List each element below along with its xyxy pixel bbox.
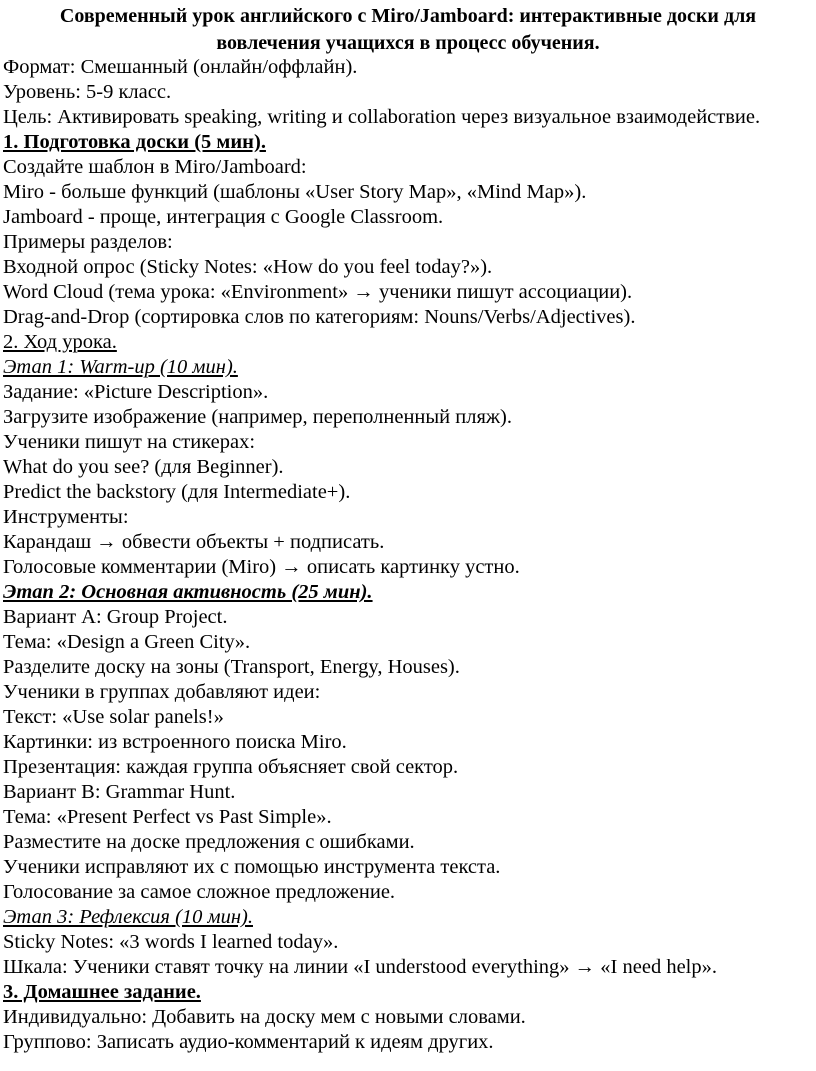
stage-heading-3: Этап 3: Рефлексия (10 мин). — [3, 906, 253, 928]
body-line: Создайте шаблон в Miro/Jamboard: — [3, 156, 307, 178]
body-line: Индивидуально: Добавить на доску мем с новыми словами. — [3, 1006, 526, 1028]
title-line-2: вовлечения учащихся в процесс обучения. — [216, 31, 600, 54]
body-line: Вариант A: Group Project. — [3, 606, 228, 628]
body-line: Загрузите изображение (например, переполненный пляж). — [3, 406, 513, 428]
body-line: Drag-and-Drop (сортировка слов по категориям: Nouns/Verbs/Adjectives). — [3, 306, 636, 328]
body-line: Примеры разделов: — [3, 231, 173, 253]
body-line: What do you see? (для Beginner). — [3, 456, 284, 478]
body-line: Predict the backstory (для Intermediate+). — [3, 481, 351, 503]
stage-heading-2: Этап 2: Основная активность (25 мин). — [3, 581, 373, 603]
format-line: Формат: Смешанный (онлайн/оффлайн). — [3, 56, 358, 78]
body-line: Разместите на доске предложения с ошибками. — [3, 831, 415, 853]
section-heading-3: 3. Домашнее задание. — [3, 981, 201, 1003]
body-line: Задание: «Picture Description». — [3, 381, 269, 403]
section-heading-2: 2. Ход урока. — [3, 331, 117, 353]
body-line: Карандаш → обвести объекты + подписать. — [3, 531, 385, 553]
section-heading-1: 1. Подготовка доски (5 мин). — [3, 131, 266, 153]
body-line: Входной опрос (Sticky Notes: «How do you feel today?»). — [3, 256, 493, 278]
stage-heading-1: Этап 1: Warm-up (10 мин). — [3, 356, 238, 378]
body-line: Sticky Notes: «3 words I learned today». — [3, 931, 339, 953]
body-line: Картинки: из встроенного поиска Miro. — [3, 731, 347, 753]
body-line: Презентация: каждая группа объясняет свой сектор. — [3, 756, 459, 778]
body-line: Голосовые комментарии (Miro) → описать картинку устно. — [3, 556, 520, 578]
body-line: Тема: «Design a Green City». — [3, 631, 251, 653]
goal-line: Цель: Активировать speaking, writing и collaboration через визуальное взаимодействие. — [3, 106, 761, 128]
body-line: Ученики в группах добавляют идеи: — [3, 681, 321, 703]
body-line: Ученики пишут на стикерах: — [3, 431, 256, 453]
body-line: Шкала: Ученики ставят точку на линии «I understood everything» → «I need help». — [3, 956, 717, 978]
body-line: Голосование за самое сложное предложение. — [3, 881, 396, 903]
body-line: Текст: «Use solar panels!» — [3, 706, 224, 728]
body-line: Word Cloud (тема урока: «Environment» → ученики пишут ассоциации). — [3, 281, 633, 303]
body-line: Тема: «Present Perfect vs Past Simple». — [3, 806, 332, 828]
document-title — [0, 3, 816, 56]
body-line: Jamboard - проще, интеграция с Google Classroom. — [3, 206, 444, 228]
body-line: Ученики исправляют их с помощью инструмента текста. — [3, 856, 501, 878]
body-line: Miro - больше функций (шаблоны «User Story Map», «Mind Map»). — [3, 181, 587, 203]
body-line: Групповo: Записать аудио-комментарий к идеям других. — [3, 1031, 494, 1053]
body-line: Вариант B: Grammar Hunt. — [3, 781, 236, 803]
body-line: Инструменты: — [3, 506, 129, 528]
title-line-1: Современный урок английского с Miro/Jamboard: интерактивные доски для — [59, 5, 757, 27]
level-line: Уровень: 5-9 класс. — [3, 81, 172, 103]
body-line: Разделите доску на зоны (Transport, Energy, Houses). — [3, 656, 460, 678]
